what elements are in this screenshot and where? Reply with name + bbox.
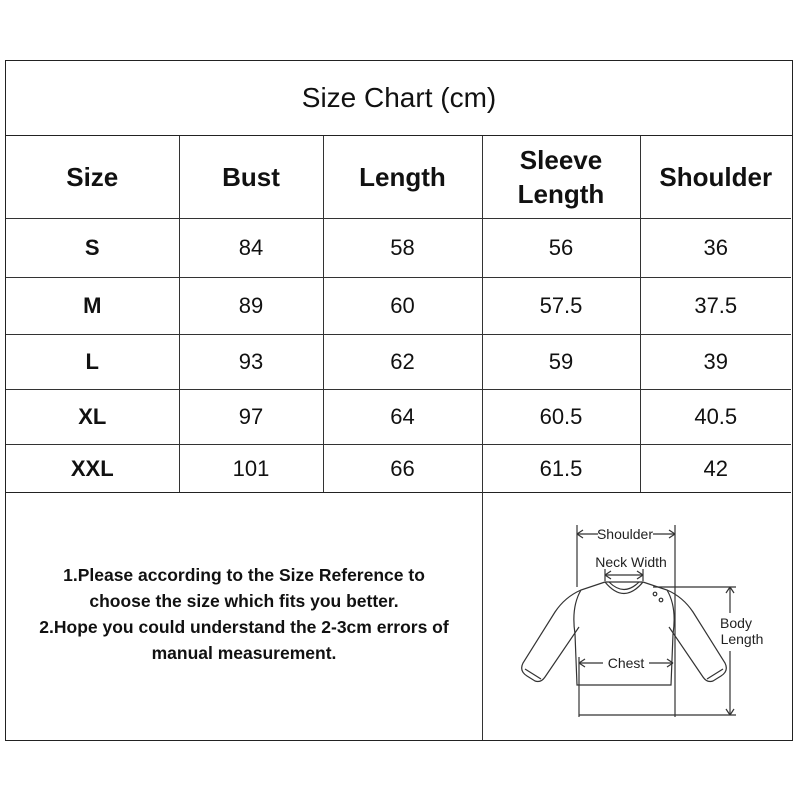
bust-cell: 93 [179,335,323,390]
size-cell: L [6,335,179,390]
table-row [6,445,791,493]
sleeve-cell: 61.5 [482,445,640,493]
size-cell: S [6,219,179,278]
shoulder-cell: 42 [640,445,791,493]
shoulder-cell: 39 [640,335,791,390]
header-row [6,136,791,219]
length-cell: 60 [323,278,482,335]
chart-title: Size Chart (cm) [6,61,792,136]
bust-cell: 101 [179,445,323,493]
shoulder-cell: 37.5 [640,278,791,335]
table-row [6,278,791,335]
length-cell: 62 [323,335,482,390]
size-chart [5,60,793,741]
sleeve-cell: 59 [482,335,640,390]
note-line-1: 1.Please according to the Size Reference to [63,564,425,585]
note-line-3: 2.Hope you could understand the 2-3cm errors of [39,616,449,637]
bust-cell: 97 [179,390,323,445]
diagram-length-label: Length [720,631,764,647]
diagram-neck-width-label: Neck Width [595,554,667,570]
bust-cell: 84 [179,219,323,278]
sweater-diagram-icon [483,487,791,740]
sleeve-cell: 60.5 [482,390,640,445]
note-line-2: choose the size which fits you better. [89,590,399,611]
diagram-shoulder-label: Shoulder [596,526,654,542]
length-cell: 66 [323,445,482,493]
table-row [6,390,791,445]
shoulder-cell: 36 [640,219,791,278]
bust-cell: 89 [179,278,323,335]
size-cell: XL [6,390,179,445]
size-table [6,136,791,493]
table-row [6,335,791,390]
header-size: Size [6,136,179,219]
notes-panel [6,487,483,740]
shoulder-cell: 40.5 [640,390,791,445]
table-row [6,219,791,278]
header-length: Length [323,136,482,219]
size-cell: XXL [6,445,179,493]
header-sleeve-line1: Sleeve [519,145,603,175]
sleeve-cell: 56 [482,219,640,278]
sleeve-cell: 57.5 [482,278,640,335]
header-sleeve-line2: Length [517,179,605,209]
header-bust: Bust [179,136,323,219]
header-shoulder: Shoulder [640,136,791,219]
length-cell: 58 [323,219,482,278]
note-line-4: manual measurement. [151,642,337,663]
length-cell: 64 [323,390,482,445]
header-sleeve-length [482,136,640,219]
size-cell: M [6,278,179,335]
diagram-body-label: Body [720,615,752,631]
diagram-chest-label: Chest [607,655,645,671]
measurement-diagram [483,487,791,740]
